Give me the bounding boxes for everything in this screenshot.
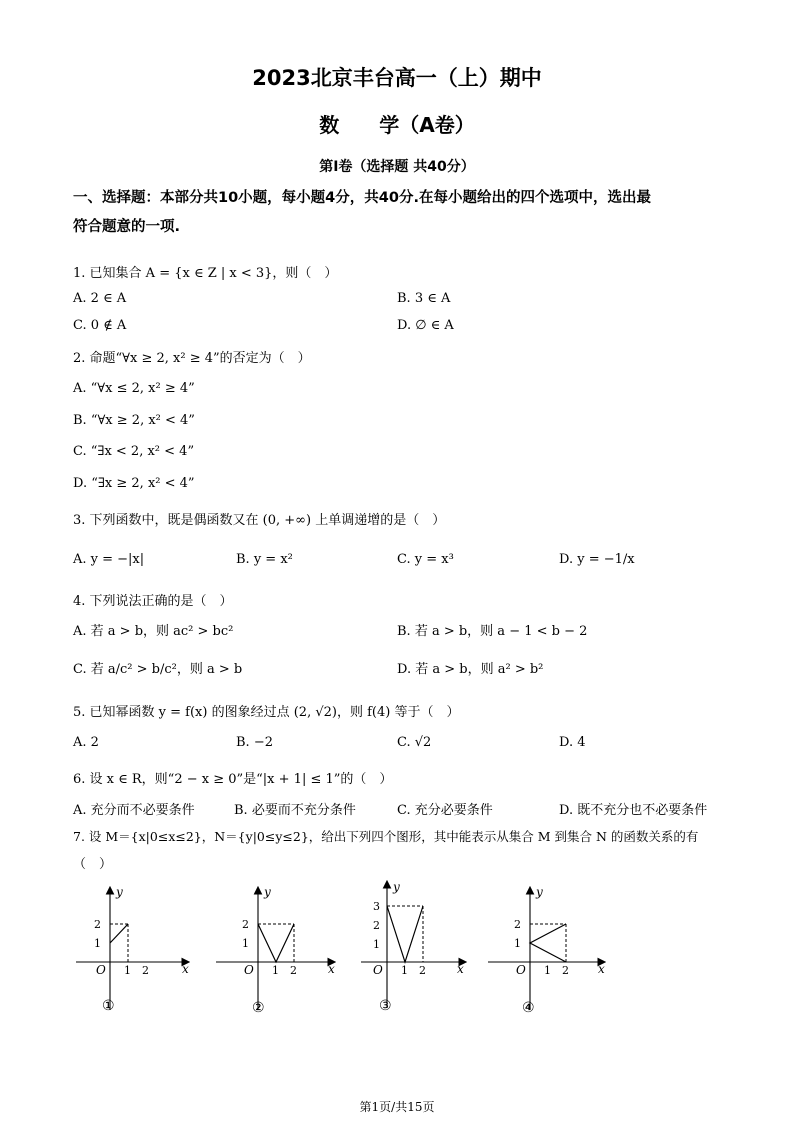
tick-y-1: 1 bbox=[514, 937, 521, 950]
page-title: 2023北京丰台高一（上）期中 bbox=[252, 66, 542, 90]
q2-option-a: A. “∀x ≤ 2, x² ≥ 4” bbox=[73, 381, 195, 396]
tick-x-1: 1 bbox=[272, 964, 279, 977]
q5-option-d: D. 4 bbox=[559, 735, 586, 750]
graph-line bbox=[110, 924, 128, 943]
question-5-stem: 5. 已知幂函数 y = f(x) 的图象经过点 (2, √2)，则 f(4) 等于（ ） bbox=[73, 705, 460, 720]
question-6-stem: 6. 设 x ∈ R，则“2 − x ≥ 0”是“|x + 1| ≤ 1”的（ ） bbox=[73, 772, 393, 787]
question-2-stem: 2. 命题“∀x ≥ 2, x² ≥ 4”的否定为（ ） bbox=[73, 351, 311, 366]
graph-figure-4 bbox=[482, 880, 612, 1020]
q6-option-d: D. 既不充分也不必要条件 bbox=[559, 803, 708, 818]
x-label: x bbox=[457, 962, 464, 976]
x-label: x bbox=[182, 962, 189, 976]
y-label: y bbox=[536, 885, 543, 899]
figure-label-3: ③ bbox=[379, 998, 392, 1014]
origin-label: O bbox=[516, 963, 526, 977]
figure-label-2: ② bbox=[252, 1000, 265, 1016]
tick-y-3: 3 bbox=[373, 900, 380, 913]
section-heading-line1: 一、选择题：本部分共10小题，每小题4分，共40分.在每小题给出的四个选项中，选出最 bbox=[73, 190, 651, 206]
q5-option-c: C. √2 bbox=[397, 735, 432, 750]
y-label: y bbox=[393, 880, 400, 894]
section-heading-line2: 符合题意的一项. bbox=[73, 219, 181, 235]
graph-line bbox=[258, 924, 294, 962]
tick-y-2: 2 bbox=[94, 918, 101, 931]
part-title: 第I卷（选择题 共40分） bbox=[319, 159, 475, 175]
q3-option-c: C. y = x³ bbox=[397, 552, 454, 567]
q6-option-a: A. 充分而不必要条件 bbox=[73, 803, 195, 818]
q6-option-c: C. 充分必要条件 bbox=[397, 803, 493, 818]
x-label: x bbox=[598, 962, 605, 976]
q6-option-b: B. 必要而不充分条件 bbox=[234, 803, 356, 818]
q1-option-b: B. 3 ∈ A bbox=[397, 291, 451, 306]
tick-y-1: 1 bbox=[94, 937, 101, 950]
q4-option-b: B. 若 a > b，则 a − 1 < b − 2 bbox=[397, 624, 588, 639]
q2-option-d: D. “∃x ≥ 2, x² < 4” bbox=[73, 476, 195, 491]
q4-option-c: C. 若 a/c² > b/c²，则 a > b bbox=[73, 662, 243, 677]
q4-option-a: A. 若 a > b，则 ac² > bc² bbox=[73, 624, 234, 639]
graph-line bbox=[530, 924, 566, 962]
page-footer: 第1页/共15页 bbox=[359, 1100, 435, 1114]
origin-label: O bbox=[244, 963, 254, 977]
tick-y-2: 2 bbox=[242, 918, 249, 931]
graph-figure-3 bbox=[355, 876, 475, 1020]
y-label: y bbox=[264, 885, 271, 899]
q2-option-b: B. “∀x ≥ 2, x² < 4” bbox=[73, 413, 195, 428]
tick-x-2: 2 bbox=[290, 964, 297, 977]
question-7-stem-paren: （ ） bbox=[73, 857, 113, 872]
tick-x-1: 1 bbox=[544, 964, 551, 977]
tick-x-2: 2 bbox=[562, 964, 569, 977]
page-subtitle: 数 学（A卷） bbox=[319, 113, 475, 137]
tick-y-2: 2 bbox=[373, 919, 380, 932]
tick-y-1: 1 bbox=[242, 937, 249, 950]
y-label: y bbox=[116, 885, 123, 899]
graph-figure-1 bbox=[70, 880, 200, 1020]
question-4-stem: 4. 下列说法正确的是（ ） bbox=[73, 594, 233, 609]
tick-x-1: 1 bbox=[124, 964, 131, 977]
figure-label-1: ① bbox=[102, 998, 115, 1014]
question-1-stem: 1. 已知集合 A = {x ∈ Z | x < 3}，则（ ） bbox=[73, 266, 338, 281]
q3-option-b: B. y = x² bbox=[236, 552, 293, 567]
graph-figure-2 bbox=[210, 880, 345, 1020]
figure-label-4: ④ bbox=[522, 1000, 535, 1016]
tick-x-2: 2 bbox=[142, 964, 149, 977]
question-3-stem: 3. 下列函数中，既是偶函数又在 (0, +∞) 上单调递增的是（ ） bbox=[73, 513, 446, 528]
q5-option-a: A. 2 bbox=[73, 735, 99, 750]
tick-y-2: 2 bbox=[514, 918, 521, 931]
q5-option-b: B. −2 bbox=[236, 735, 273, 750]
origin-label: O bbox=[373, 963, 383, 977]
origin-label: O bbox=[96, 963, 106, 977]
tick-x-1: 1 bbox=[401, 964, 408, 977]
graph-line bbox=[387, 906, 423, 962]
q3-option-d: D. y = −1/x bbox=[559, 552, 635, 567]
q2-option-c: C. “∃x < 2, x² < 4” bbox=[73, 444, 195, 459]
tick-x-2: 2 bbox=[419, 964, 426, 977]
q3-option-a: A. y = −|x| bbox=[73, 552, 145, 567]
tick-y-1: 1 bbox=[373, 938, 380, 951]
q1-option-d: D. ∅ ∈ A bbox=[397, 318, 454, 333]
q1-option-a: A. 2 ∈ A bbox=[73, 291, 127, 306]
question-7-stem: 7. 设 M＝{x|0≤x≤2}，N＝{y|0≤y≤2}，给出下列四个图形，其中能表示从集合 M 到集合 N 的函数关系的有 bbox=[73, 829, 699, 844]
q1-option-c: C. 0 ∉ A bbox=[73, 318, 127, 333]
q4-option-d: D. 若 a > b，则 a² > b² bbox=[397, 662, 544, 677]
x-label: x bbox=[328, 962, 335, 976]
